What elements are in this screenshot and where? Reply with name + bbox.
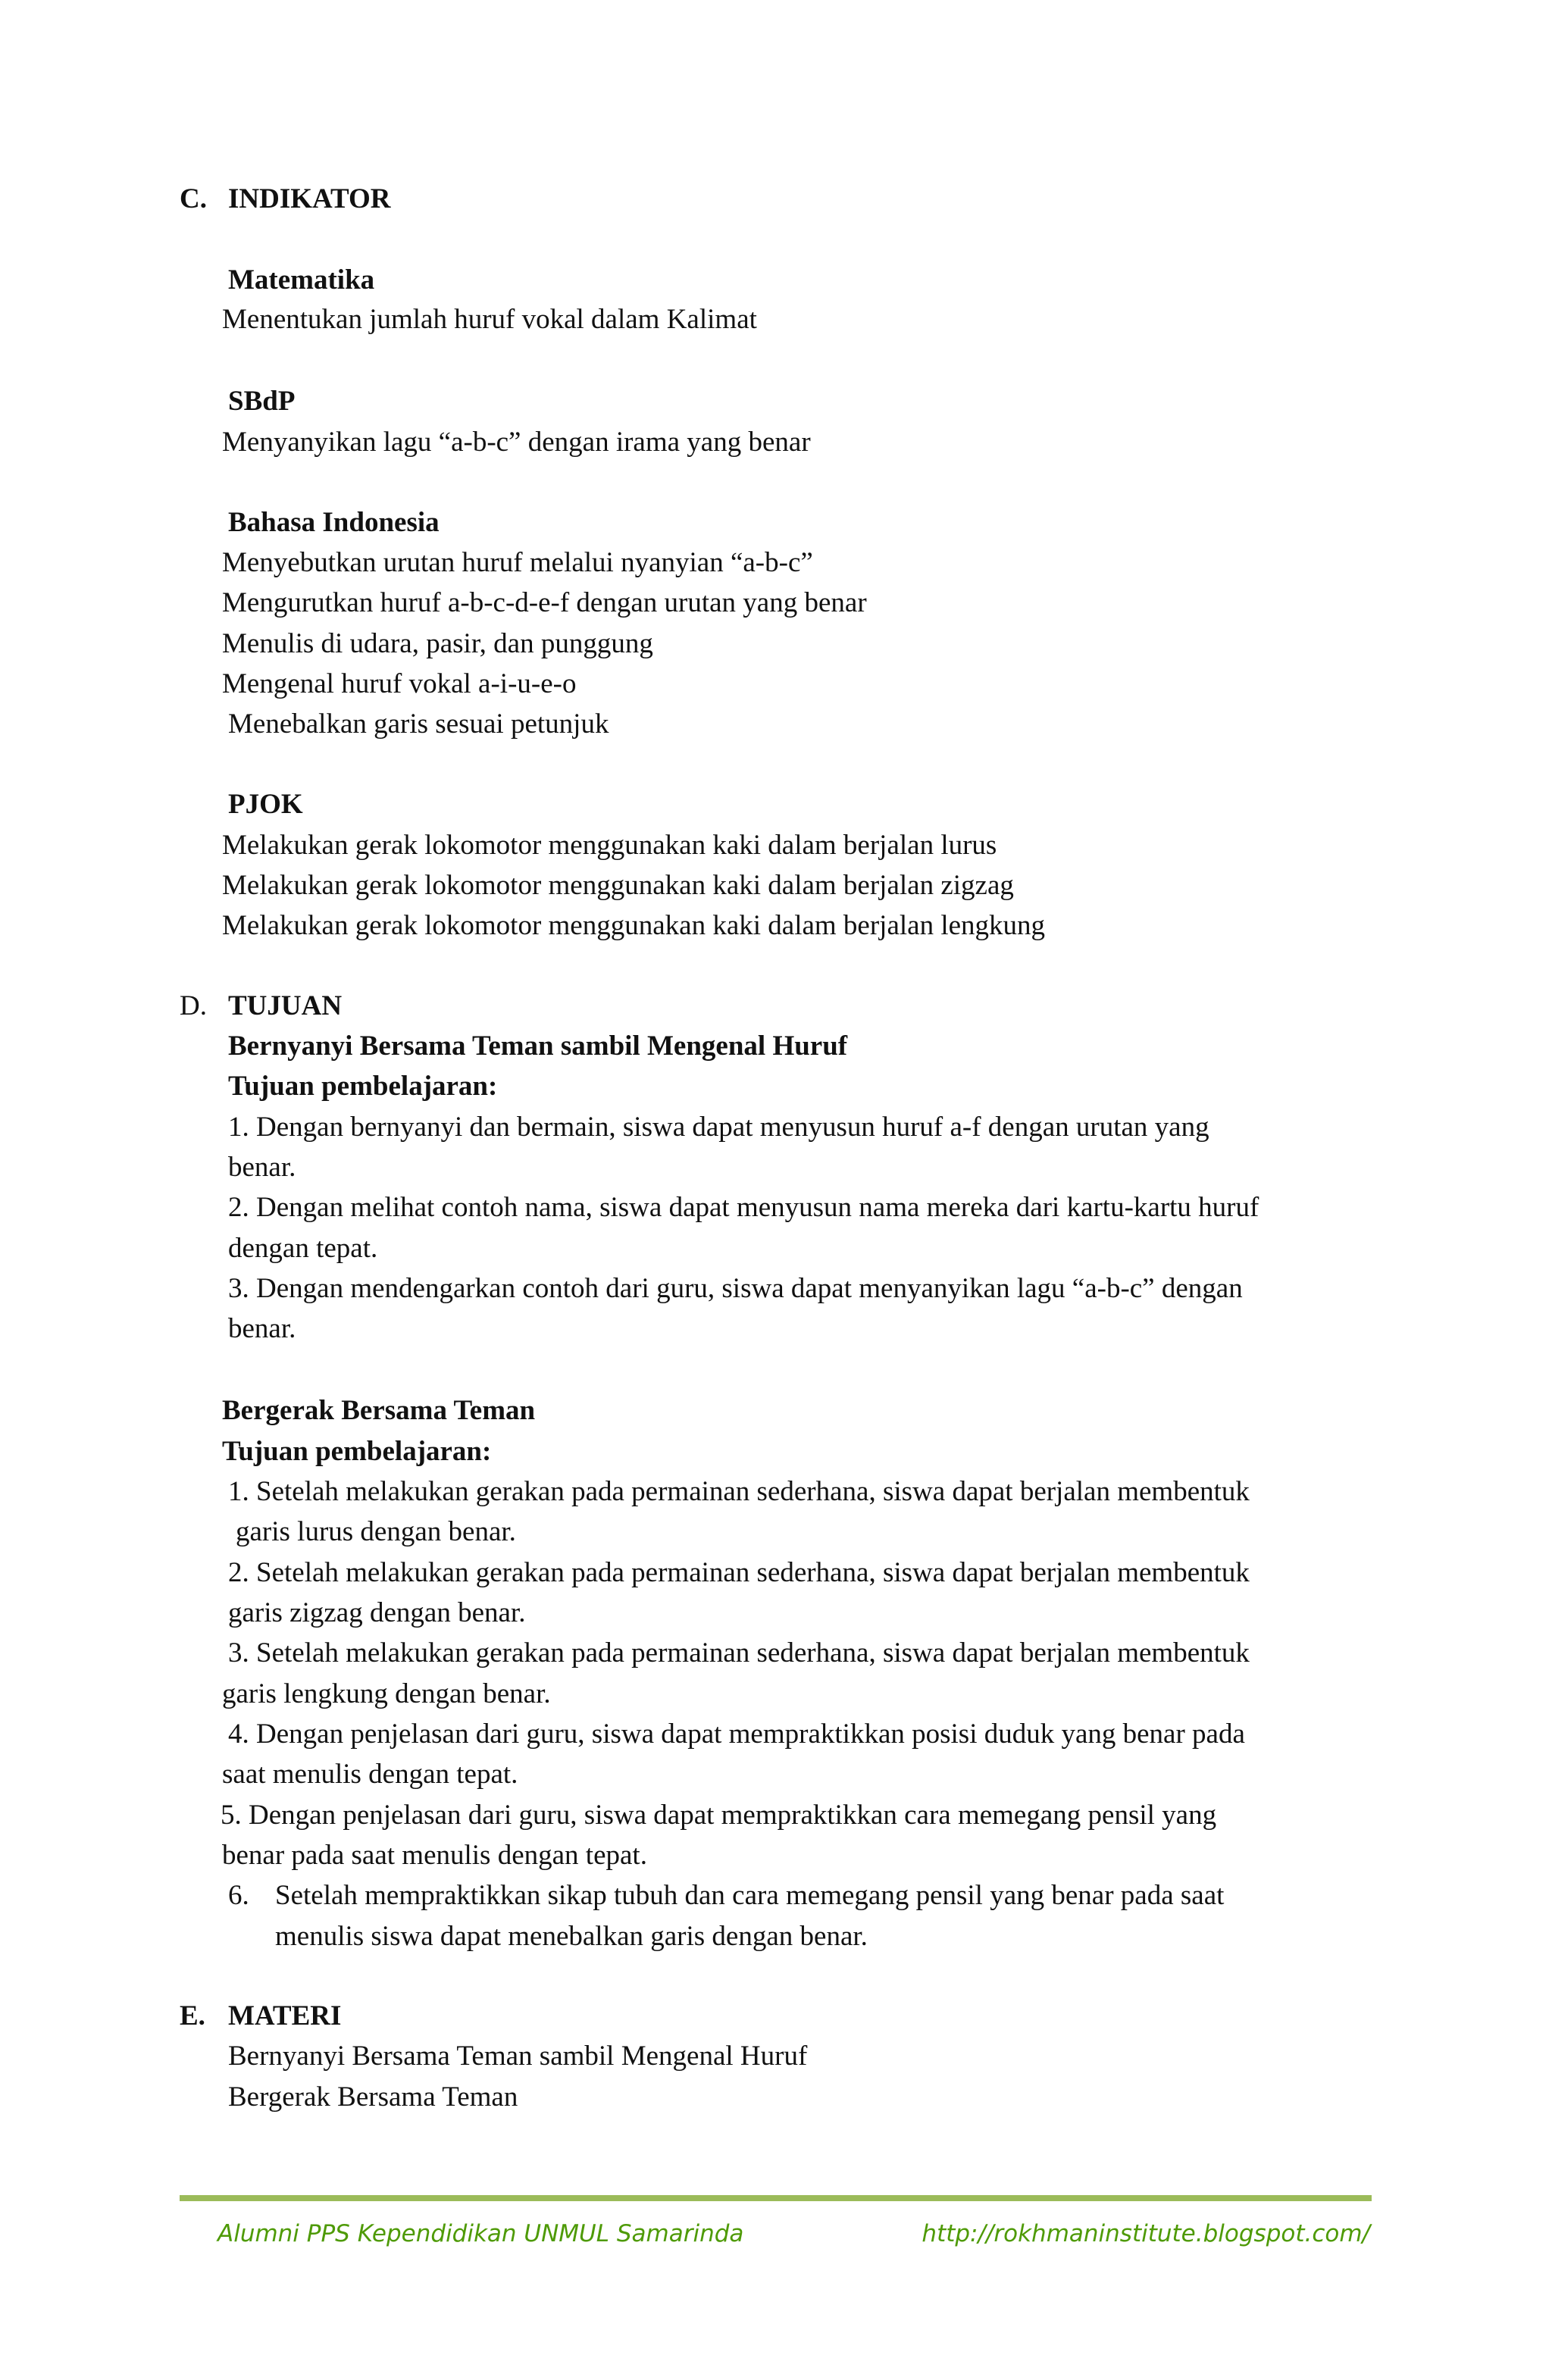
- tujuan-item6-number: 6.: [228, 1880, 249, 1911]
- tujuan-part2-line: 5. Dengan penjelasan dari guru, siswa dapat mempraktikkan cara memegang pensil yang: [221, 1800, 1217, 1831]
- matematika-heading: Matematika: [228, 264, 375, 296]
- matematika-item: Menentukan jumlah huruf vokal dalam Kalimat: [222, 304, 757, 335]
- pjok-item: Melakukan gerak lokomotor menggunakan kaki dalam berjalan zigzag: [222, 870, 1014, 901]
- tujuan-part1-line: dengan tepat.: [228, 1233, 378, 1264]
- tujuan-part2-line: garis lengkung dengan benar.: [222, 1678, 551, 1709]
- sbdp-item: Menyanyikan lagu “a-b-c” dengan irama yang benar: [222, 427, 811, 458]
- bahasa-item: Menulis di udara, pasir, dan punggung: [222, 628, 653, 659]
- bahasa-item: Menebalkan garis sesuai petunjuk: [228, 708, 609, 740]
- pjok-item: Melakukan gerak lokomotor menggunakan kaki dalam berjalan lengkung: [222, 910, 1046, 941]
- tujuan-part1-line: 3. Dengan mendengarkan contoh dari guru, siswa dapat menyanyikan lagu “a-b-c” dengan: [228, 1273, 1243, 1304]
- materi-item: Bernyanyi Bersama Teman sambil Mengenal Huruf: [228, 2041, 808, 2072]
- tujuan-part1-subheading: Tujuan pembelajaran:: [228, 1071, 498, 1102]
- tujuan-part2-heading: Bergerak Bersama Teman: [222, 1395, 536, 1426]
- pjok-heading: PJOK: [228, 789, 303, 820]
- footer-left-text: Alumni PPS Kependidikan UNMUL Samarinda: [217, 2220, 744, 2247]
- pjok-item: Melakukan gerak lokomotor menggunakan kaki dalam berjalan lurus: [222, 830, 997, 861]
- tujuan-part2-line: 1. Setelah melakukan gerakan pada permainan sederhana, siswa dapat berjalan membentuk: [228, 1476, 1250, 1507]
- footer-url[interactable]: http://rokhmaninstitute.blogspot.com/: [922, 2220, 1370, 2247]
- tujuan-part2-line: 4. Dengan penjelasan dari guru, siswa dapat mempraktikkan posisi duduk yang benar pada: [228, 1719, 1245, 1750]
- section-c-title: INDIKATOR: [228, 183, 391, 214]
- materi-item: Bergerak Bersama Teman: [228, 2081, 518, 2113]
- tujuan-item6-line: menulis siswa dapat menebalkan garis dengan benar.: [275, 1921, 868, 1952]
- footer-divider: [180, 2195, 1372, 2201]
- tujuan-part2-line: benar pada saat menulis dengan tepat.: [222, 1840, 647, 1871]
- tujuan-part2-line: 2. Setelah melakukan gerakan pada permainan sederhana, siswa dapat berjalan membentuk: [228, 1557, 1250, 1588]
- tujuan-part1-line: 2. Dengan melihat contoh nama, siswa dapat menyusun nama mereka dari kartu-kartu huruf: [228, 1192, 1259, 1223]
- section-d-title: TUJUAN: [228, 990, 343, 1021]
- tujuan-part1-line: 1. Dengan bernyanyi dan bermain, siswa dapat menyusun huruf a-f dengan urutan yang: [228, 1112, 1209, 1143]
- tujuan-part1-heading: Bernyanyi Bersama Teman sambil Mengenal Huruf: [228, 1030, 848, 1062]
- tujuan-part1-line: benar.: [228, 1152, 296, 1183]
- section-e-letter: E.: [180, 2000, 205, 2031]
- sbdp-heading: SBdP: [228, 386, 296, 417]
- section-d-letter: D.: [180, 990, 207, 1021]
- tujuan-part2-line: 3. Setelah melakukan gerakan pada permainan sederhana, siswa dapat berjalan membentuk: [228, 1637, 1250, 1669]
- bahasa-heading: Bahasa Indonesia: [228, 507, 440, 538]
- bahasa-item: Mengenal huruf vokal a-i-u-e-o: [222, 668, 577, 699]
- tujuan-part2-line: garis zigzag dengan benar.: [228, 1597, 526, 1628]
- section-e-title: MATERI: [228, 2000, 342, 2031]
- tujuan-part2-line: garis lurus dengan benar.: [236, 1516, 516, 1547]
- bahasa-item: Menyebutkan urutan huruf melalui nyanyian “a-b-c”: [222, 547, 813, 578]
- section-c-letter: C.: [180, 183, 207, 214]
- bahasa-item: Mengurutkan huruf a-b-c-d-e-f dengan urutan yang benar: [222, 587, 867, 618]
- tujuan-item6-line: Setelah mempraktikkan sikap tubuh dan cara memegang pensil yang benar pada saat: [275, 1880, 1225, 1911]
- tujuan-part1-line: benar.: [228, 1313, 296, 1344]
- tujuan-part2-line: saat menulis dengan tepat.: [222, 1759, 518, 1790]
- tujuan-part2-subheading: Tujuan pembelajaran:: [222, 1436, 492, 1467]
